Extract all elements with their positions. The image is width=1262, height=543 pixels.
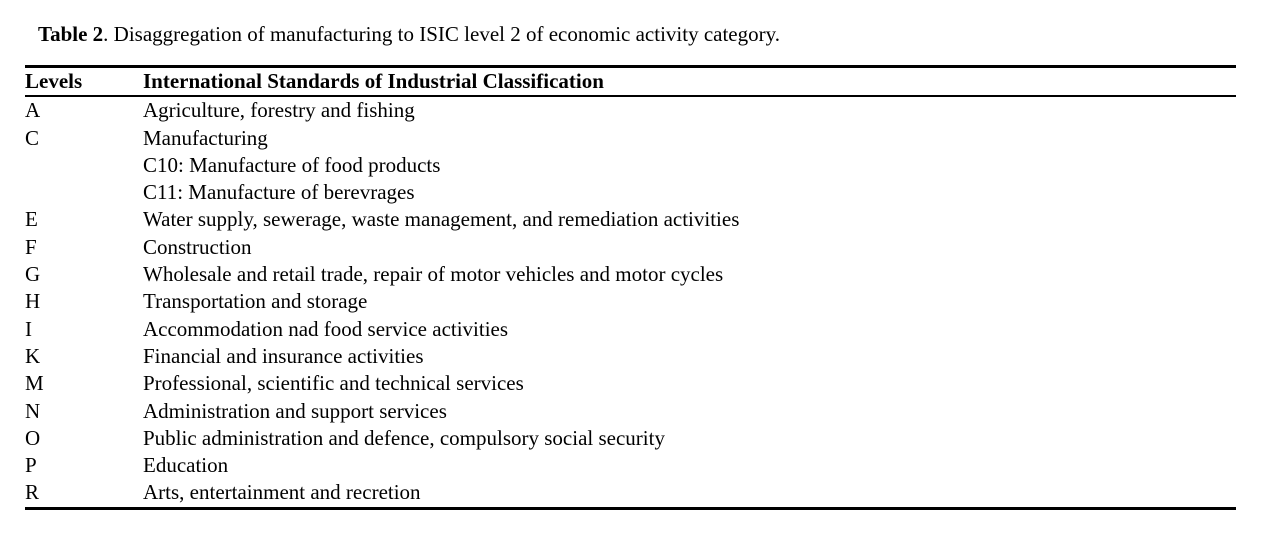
description-cell: Administration and support services bbox=[143, 398, 447, 423]
table-row bbox=[25, 261, 1236, 288]
table-row bbox=[25, 152, 1236, 179]
header-row bbox=[25, 67, 1236, 97]
table-row bbox=[25, 125, 1236, 152]
description-cell: Professional, scientific and technical services bbox=[143, 371, 524, 396]
description-cell: Transportation and storage bbox=[143, 289, 368, 314]
table-caption-text: . Disaggregation of manufacturing to ISIC level 2 of economic activity category. bbox=[103, 22, 781, 46]
description-cell: Financial and insurance activities bbox=[143, 343, 424, 368]
level-cell: O bbox=[25, 425, 41, 450]
level-cell: G bbox=[25, 262, 41, 287]
table-row bbox=[25, 96, 1236, 124]
isic-classification-table bbox=[25, 65, 1236, 510]
description-cell: Agriculture, forestry and fishing bbox=[143, 98, 415, 123]
description-cell: Water supply, sewerage, waste management, and remediation activities bbox=[143, 207, 740, 232]
level-cell: A bbox=[25, 98, 41, 123]
level-cell: M bbox=[25, 371, 44, 396]
table-row bbox=[25, 316, 1236, 343]
description-cell: Education bbox=[143, 453, 229, 478]
header-levels: Levels bbox=[25, 67, 143, 97]
description-cell: Wholesale and retail trade, repair of motor vehicles and motor cycles bbox=[143, 262, 724, 287]
level-cell: C bbox=[25, 125, 40, 150]
description-cell: Arts, entertainment and recretion bbox=[143, 480, 421, 505]
table-row bbox=[25, 234, 1236, 261]
table-row bbox=[25, 179, 1236, 206]
table-row bbox=[25, 343, 1236, 370]
table-caption-number: Table 2 bbox=[38, 22, 104, 46]
level-cell: I bbox=[25, 316, 32, 341]
table-row bbox=[25, 425, 1236, 452]
description-cell: Accommodation nad food service activities bbox=[143, 316, 509, 341]
table-header bbox=[25, 67, 1236, 97]
header-classification: International Standards of Industrial Classification bbox=[143, 67, 1236, 97]
table-row bbox=[25, 288, 1236, 315]
table-body bbox=[25, 96, 1236, 508]
description-cell: C11: Manufacture of berevrages bbox=[143, 180, 415, 205]
table-row bbox=[25, 370, 1236, 397]
level-cell: F bbox=[25, 234, 37, 259]
level-cell: K bbox=[25, 343, 41, 368]
level-cell: R bbox=[25, 480, 40, 505]
table-row bbox=[25, 398, 1236, 425]
table-row bbox=[25, 479, 1236, 508]
level-cell: E bbox=[25, 207, 38, 232]
table-row bbox=[25, 206, 1236, 233]
table-row bbox=[25, 452, 1236, 479]
table-caption bbox=[38, 22, 780, 47]
description-cell: Construction bbox=[143, 234, 252, 259]
level-cell bbox=[25, 152, 143, 179]
description-cell: C10: Manufacture of food products bbox=[143, 152, 441, 177]
level-cell: P bbox=[25, 453, 37, 478]
description-cell: Public administration and defence, compulsory social security bbox=[143, 425, 665, 450]
level-cell: H bbox=[25, 289, 41, 314]
level-cell bbox=[25, 179, 143, 206]
description-cell: Manufacturing bbox=[143, 125, 268, 150]
level-cell: N bbox=[25, 398, 41, 423]
